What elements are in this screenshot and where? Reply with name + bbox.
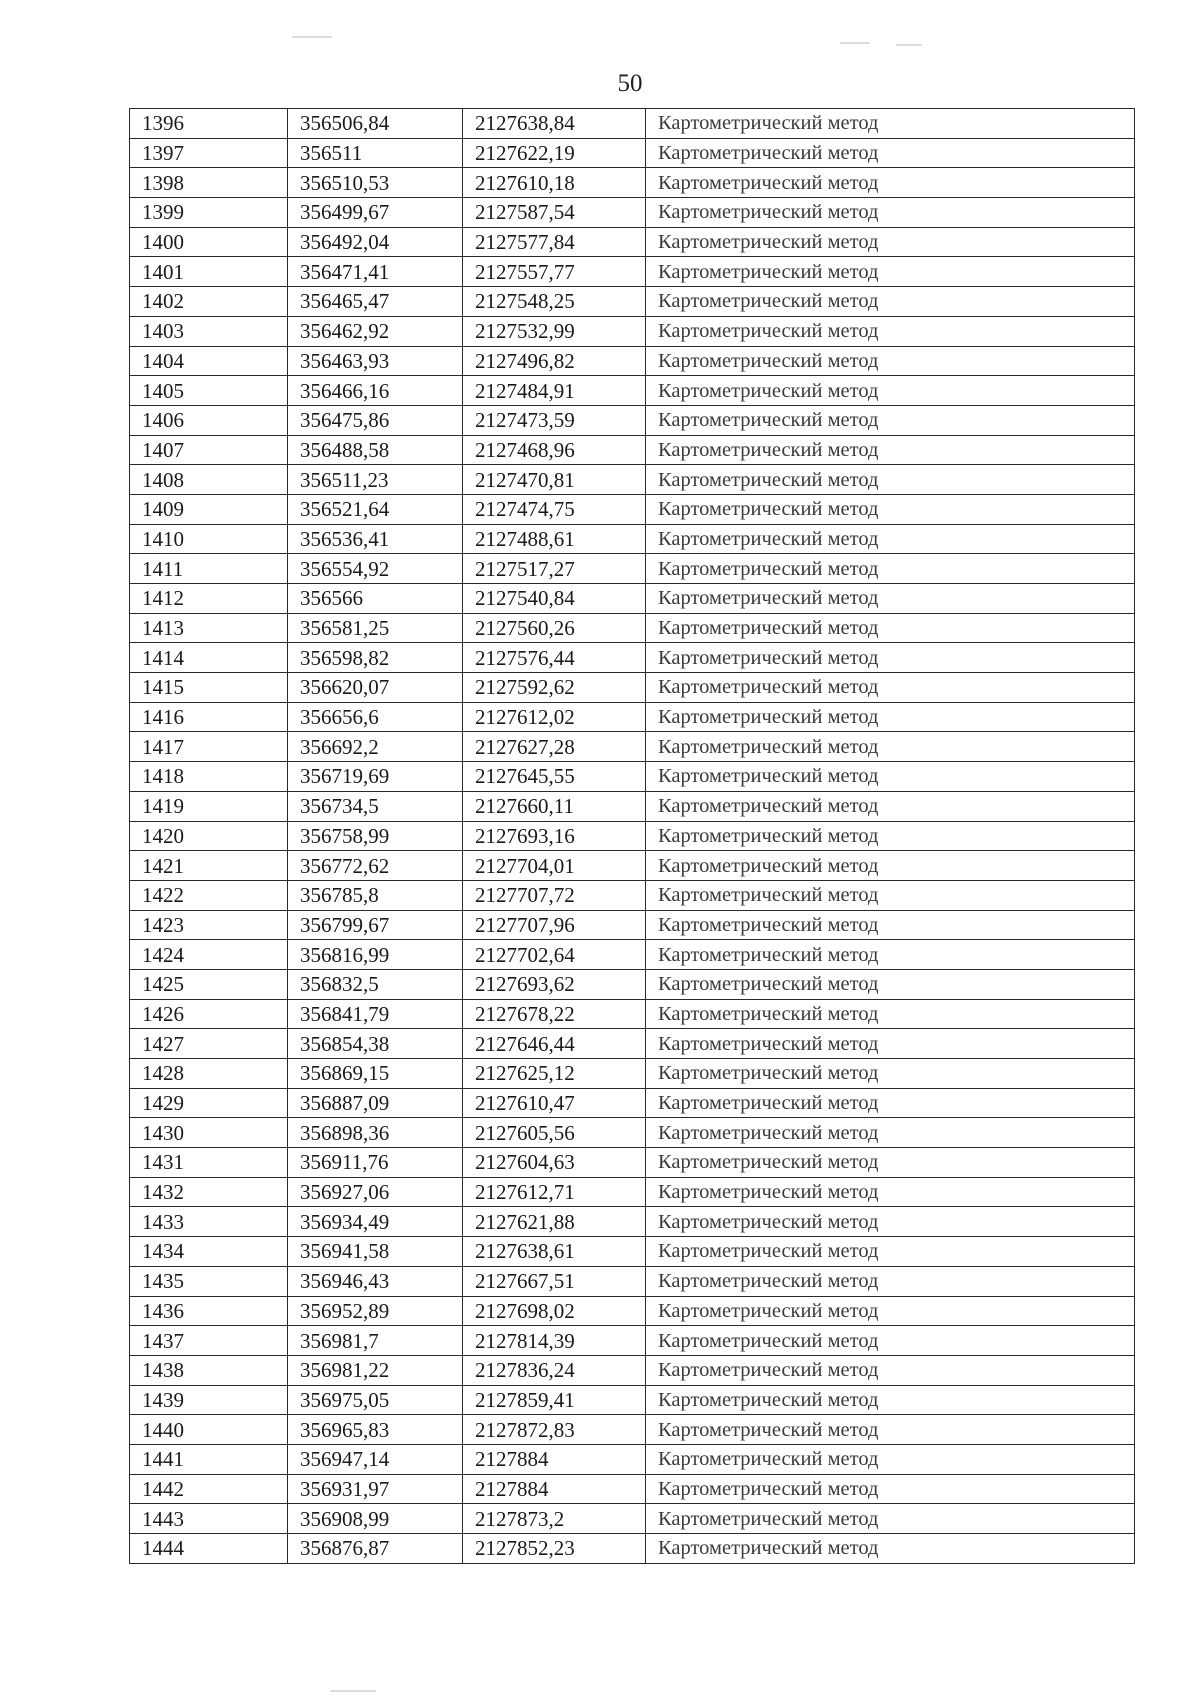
point-number-cell: 1415 xyxy=(130,673,288,703)
point-number-cell: 1407 xyxy=(130,435,288,465)
y-coordinate-cell: 2127592,62 xyxy=(463,673,646,703)
y-coordinate-cell: 2127814,39 xyxy=(463,1326,646,1356)
y-coordinate-cell: 2127557,77 xyxy=(463,257,646,287)
x-coordinate-cell: 356511,23 xyxy=(288,465,463,495)
x-coordinate-cell: 356466,16 xyxy=(288,376,463,406)
point-number-cell: 1414 xyxy=(130,643,288,673)
x-coordinate-cell: 356463,93 xyxy=(288,346,463,376)
scan-artifact xyxy=(330,1690,376,1692)
table-row xyxy=(130,346,1135,376)
y-coordinate-cell: 2127667,51 xyxy=(463,1266,646,1296)
method-cell: Картометрический метод xyxy=(646,1504,1135,1534)
method-cell: Картометрический метод xyxy=(646,435,1135,465)
x-coordinate-cell: 356772,62 xyxy=(288,851,463,881)
point-number-cell: 1427 xyxy=(130,1029,288,1059)
table-row xyxy=(130,1504,1135,1534)
y-coordinate-cell: 2127610,47 xyxy=(463,1088,646,1118)
table-row xyxy=(130,643,1135,673)
y-coordinate-cell: 2127587,54 xyxy=(463,198,646,228)
x-coordinate-cell: 356462,92 xyxy=(288,316,463,346)
x-coordinate-cell: 356758,99 xyxy=(288,821,463,851)
table-row xyxy=(130,257,1135,287)
point-number-cell: 1425 xyxy=(130,969,288,999)
y-coordinate-cell: 2127548,25 xyxy=(463,287,646,317)
coordinates-table-body xyxy=(130,109,1135,1564)
x-coordinate-cell: 356952,89 xyxy=(288,1296,463,1326)
method-cell: Картометрический метод xyxy=(646,1534,1135,1564)
y-coordinate-cell: 2127638,61 xyxy=(463,1237,646,1267)
x-coordinate-cell: 356911,76 xyxy=(288,1148,463,1178)
point-number-cell: 1443 xyxy=(130,1504,288,1534)
y-coordinate-cell: 2127693,62 xyxy=(463,969,646,999)
point-number-cell: 1436 xyxy=(130,1296,288,1326)
method-cell: Картометрический метод xyxy=(646,613,1135,643)
method-cell: Картометрический метод xyxy=(646,910,1135,940)
table-row xyxy=(130,762,1135,792)
y-coordinate-cell: 2127707,72 xyxy=(463,880,646,910)
point-number-cell: 1426 xyxy=(130,999,288,1029)
point-number-cell: 1421 xyxy=(130,851,288,881)
table-row xyxy=(130,940,1135,970)
point-number-cell: 1438 xyxy=(130,1355,288,1385)
point-number-cell: 1434 xyxy=(130,1237,288,1267)
point-number-cell: 1405 xyxy=(130,376,288,406)
y-coordinate-cell: 2127859,41 xyxy=(463,1385,646,1415)
x-coordinate-cell: 356511 xyxy=(288,138,463,168)
table-row xyxy=(130,316,1135,346)
method-cell: Картометрический метод xyxy=(646,584,1135,614)
point-number-cell: 1416 xyxy=(130,702,288,732)
method-cell: Картометрический метод xyxy=(646,316,1135,346)
y-coordinate-cell: 2127884 xyxy=(463,1444,646,1474)
point-number-cell: 1433 xyxy=(130,1207,288,1237)
method-cell: Картометрический метод xyxy=(646,346,1135,376)
point-number-cell: 1418 xyxy=(130,762,288,792)
point-number-cell: 1440 xyxy=(130,1415,288,1445)
y-coordinate-cell: 2127488,61 xyxy=(463,524,646,554)
method-cell: Картометрический метод xyxy=(646,227,1135,257)
y-coordinate-cell: 2127604,63 xyxy=(463,1148,646,1178)
scan-artifact xyxy=(840,42,870,44)
scan-artifact xyxy=(292,36,332,38)
y-coordinate-cell: 2127702,64 xyxy=(463,940,646,970)
x-coordinate-cell: 356471,41 xyxy=(288,257,463,287)
x-coordinate-cell: 356975,05 xyxy=(288,1385,463,1415)
y-coordinate-cell: 2127576,44 xyxy=(463,643,646,673)
table-row xyxy=(130,1148,1135,1178)
table-row xyxy=(130,1415,1135,1445)
x-coordinate-cell: 356598,82 xyxy=(288,643,463,673)
method-cell: Картометрический метод xyxy=(646,257,1135,287)
table-row xyxy=(130,287,1135,317)
point-number-cell: 1420 xyxy=(130,821,288,851)
x-coordinate-cell: 356946,43 xyxy=(288,1266,463,1296)
table-row xyxy=(130,1207,1135,1237)
point-number-cell: 1441 xyxy=(130,1444,288,1474)
point-number-cell: 1398 xyxy=(130,168,288,198)
x-coordinate-cell: 356488,58 xyxy=(288,435,463,465)
x-coordinate-cell: 356475,86 xyxy=(288,405,463,435)
point-number-cell: 1429 xyxy=(130,1088,288,1118)
x-coordinate-cell: 356656,6 xyxy=(288,702,463,732)
method-cell: Картометрический метод xyxy=(646,940,1135,970)
table-row xyxy=(130,673,1135,703)
table-row xyxy=(130,494,1135,524)
method-cell: Картометрический метод xyxy=(646,376,1135,406)
y-coordinate-cell: 2127532,99 xyxy=(463,316,646,346)
method-cell: Картометрический метод xyxy=(646,1474,1135,1504)
y-coordinate-cell: 2127693,16 xyxy=(463,821,646,851)
point-number-cell: 1428 xyxy=(130,1059,288,1089)
table-row xyxy=(130,376,1135,406)
point-number-cell: 1411 xyxy=(130,554,288,584)
y-coordinate-cell: 2127496,82 xyxy=(463,346,646,376)
point-number-cell: 1403 xyxy=(130,316,288,346)
table-row xyxy=(130,910,1135,940)
y-coordinate-cell: 2127470,81 xyxy=(463,465,646,495)
point-number-cell: 1437 xyxy=(130,1326,288,1356)
x-coordinate-cell: 356554,92 xyxy=(288,554,463,584)
y-coordinate-cell: 2127610,18 xyxy=(463,168,646,198)
method-cell: Картометрический метод xyxy=(646,999,1135,1029)
method-cell: Картометрический метод xyxy=(646,1237,1135,1267)
x-coordinate-cell: 356692,2 xyxy=(288,732,463,762)
point-number-cell: 1401 xyxy=(130,257,288,287)
table-row xyxy=(130,1059,1135,1089)
method-cell: Картометрический метод xyxy=(646,1177,1135,1207)
table-row xyxy=(130,880,1135,910)
x-coordinate-cell: 356854,38 xyxy=(288,1029,463,1059)
method-cell: Картометрический метод xyxy=(646,198,1135,228)
table-row xyxy=(130,584,1135,614)
y-coordinate-cell: 2127645,55 xyxy=(463,762,646,792)
table-row xyxy=(130,1326,1135,1356)
table-row xyxy=(130,1296,1135,1326)
point-number-cell: 1397 xyxy=(130,138,288,168)
method-cell: Картометрический метод xyxy=(646,1148,1135,1178)
method-cell: Картометрический метод xyxy=(646,791,1135,821)
y-coordinate-cell: 2127468,96 xyxy=(463,435,646,465)
table-row xyxy=(130,198,1135,228)
method-cell: Картометрический метод xyxy=(646,1415,1135,1445)
x-coordinate-cell: 356719,69 xyxy=(288,762,463,792)
point-number-cell: 1417 xyxy=(130,732,288,762)
point-number-cell: 1399 xyxy=(130,198,288,228)
y-coordinate-cell: 2127707,96 xyxy=(463,910,646,940)
point-number-cell: 1430 xyxy=(130,1118,288,1148)
y-coordinate-cell: 2127872,83 xyxy=(463,1415,646,1445)
method-cell: Картометрический метод xyxy=(646,465,1135,495)
y-coordinate-cell: 2127698,02 xyxy=(463,1296,646,1326)
table-row xyxy=(130,613,1135,643)
x-coordinate-cell: 356981,22 xyxy=(288,1355,463,1385)
point-number-cell: 1409 xyxy=(130,494,288,524)
x-coordinate-cell: 356927,06 xyxy=(288,1177,463,1207)
x-coordinate-cell: 356816,99 xyxy=(288,940,463,970)
x-coordinate-cell: 356492,04 xyxy=(288,227,463,257)
x-coordinate-cell: 356947,14 xyxy=(288,1444,463,1474)
point-number-cell: 1410 xyxy=(130,524,288,554)
x-coordinate-cell: 356869,15 xyxy=(288,1059,463,1089)
table-row xyxy=(130,1029,1135,1059)
x-coordinate-cell: 356620,07 xyxy=(288,673,463,703)
method-cell: Картометрический метод xyxy=(646,851,1135,881)
x-coordinate-cell: 356876,87 xyxy=(288,1534,463,1564)
table-row xyxy=(130,109,1135,139)
table-row xyxy=(130,1385,1135,1415)
method-cell: Картометрический метод xyxy=(646,554,1135,584)
x-coordinate-cell: 356841,79 xyxy=(288,999,463,1029)
table-row xyxy=(130,227,1135,257)
method-cell: Картометрический метод xyxy=(646,762,1135,792)
table-row xyxy=(130,1118,1135,1148)
y-coordinate-cell: 2127540,84 xyxy=(463,584,646,614)
y-coordinate-cell: 2127638,84 xyxy=(463,109,646,139)
x-coordinate-cell: 356934,49 xyxy=(288,1207,463,1237)
method-cell: Картометрический метод xyxy=(646,168,1135,198)
table-row xyxy=(130,465,1135,495)
table-row xyxy=(130,821,1135,851)
table-row xyxy=(130,405,1135,435)
point-number-cell: 1406 xyxy=(130,405,288,435)
method-cell: Картометрический метод xyxy=(646,494,1135,524)
point-number-cell: 1424 xyxy=(130,940,288,970)
y-coordinate-cell: 2127612,02 xyxy=(463,702,646,732)
table-row xyxy=(130,1266,1135,1296)
method-cell: Картометрический метод xyxy=(646,702,1135,732)
x-coordinate-cell: 356799,67 xyxy=(288,910,463,940)
method-cell: Картометрический метод xyxy=(646,1385,1135,1415)
x-coordinate-cell: 356832,5 xyxy=(288,969,463,999)
x-coordinate-cell: 356465,47 xyxy=(288,287,463,317)
y-coordinate-cell: 2127622,19 xyxy=(463,138,646,168)
x-coordinate-cell: 356581,25 xyxy=(288,613,463,643)
method-cell: Картометрический метод xyxy=(646,1088,1135,1118)
y-coordinate-cell: 2127473,59 xyxy=(463,405,646,435)
method-cell: Картометрический метод xyxy=(646,673,1135,703)
x-coordinate-cell: 356566 xyxy=(288,584,463,614)
method-cell: Картометрический метод xyxy=(646,1355,1135,1385)
table-row xyxy=(130,1237,1135,1267)
point-number-cell: 1419 xyxy=(130,791,288,821)
method-cell: Картометрический метод xyxy=(646,405,1135,435)
table-row xyxy=(130,732,1135,762)
y-coordinate-cell: 2127517,27 xyxy=(463,554,646,584)
point-number-cell: 1422 xyxy=(130,880,288,910)
x-coordinate-cell: 356898,36 xyxy=(288,1118,463,1148)
table-row xyxy=(130,554,1135,584)
y-coordinate-cell: 2127836,24 xyxy=(463,1355,646,1385)
y-coordinate-cell: 2127627,28 xyxy=(463,732,646,762)
x-coordinate-cell: 356499,67 xyxy=(288,198,463,228)
method-cell: Картометрический метод xyxy=(646,1207,1135,1237)
table-row xyxy=(130,138,1135,168)
y-coordinate-cell: 2127484,91 xyxy=(463,376,646,406)
table-row xyxy=(130,1355,1135,1385)
point-number-cell: 1402 xyxy=(130,287,288,317)
point-number-cell: 1439 xyxy=(130,1385,288,1415)
method-cell: Картометрический метод xyxy=(646,1029,1135,1059)
point-number-cell: 1404 xyxy=(130,346,288,376)
method-cell: Картометрический метод xyxy=(646,732,1135,762)
method-cell: Картометрический метод xyxy=(646,1059,1135,1089)
x-coordinate-cell: 356521,64 xyxy=(288,494,463,524)
y-coordinate-cell: 2127625,12 xyxy=(463,1059,646,1089)
method-cell: Картометрический метод xyxy=(646,1296,1135,1326)
method-cell: Картометрический метод xyxy=(646,287,1135,317)
y-coordinate-cell: 2127660,11 xyxy=(463,791,646,821)
point-number-cell: 1408 xyxy=(130,465,288,495)
point-number-cell: 1442 xyxy=(130,1474,288,1504)
x-coordinate-cell: 356887,09 xyxy=(288,1088,463,1118)
x-coordinate-cell: 356734,5 xyxy=(288,791,463,821)
y-coordinate-cell: 2127577,84 xyxy=(463,227,646,257)
method-cell: Картометрический метод xyxy=(646,969,1135,999)
x-coordinate-cell: 356931,97 xyxy=(288,1474,463,1504)
page-number: 50 xyxy=(617,70,643,97)
table-row xyxy=(130,851,1135,881)
method-cell: Картометрический метод xyxy=(646,643,1135,673)
method-cell: Картометрический метод xyxy=(646,109,1135,139)
point-number-cell: 1431 xyxy=(130,1148,288,1178)
point-number-cell: 1435 xyxy=(130,1266,288,1296)
point-number-cell: 1412 xyxy=(130,584,288,614)
y-coordinate-cell: 2127852,23 xyxy=(463,1534,646,1564)
x-coordinate-cell: 356506,84 xyxy=(288,109,463,139)
method-cell: Картометрический метод xyxy=(646,1118,1135,1148)
x-coordinate-cell: 356908,99 xyxy=(288,1504,463,1534)
table-row xyxy=(130,1177,1135,1207)
method-cell: Картометрический метод xyxy=(646,1266,1135,1296)
point-number-cell: 1400 xyxy=(130,227,288,257)
y-coordinate-cell: 2127646,44 xyxy=(463,1029,646,1059)
y-coordinate-cell: 2127560,26 xyxy=(463,613,646,643)
point-number-cell: 1432 xyxy=(130,1177,288,1207)
table-row xyxy=(130,969,1135,999)
method-cell: Картометрический метод xyxy=(646,138,1135,168)
point-number-cell: 1423 xyxy=(130,910,288,940)
x-coordinate-cell: 356941,58 xyxy=(288,1237,463,1267)
point-number-cell: 1396 xyxy=(130,109,288,139)
y-coordinate-cell: 2127621,88 xyxy=(463,1207,646,1237)
y-coordinate-cell: 2127678,22 xyxy=(463,999,646,1029)
table-row xyxy=(130,999,1135,1029)
y-coordinate-cell: 2127704,01 xyxy=(463,851,646,881)
method-cell: Картометрический метод xyxy=(646,1444,1135,1474)
x-coordinate-cell: 356785,8 xyxy=(288,880,463,910)
y-coordinate-cell: 2127474,75 xyxy=(463,494,646,524)
x-coordinate-cell: 356510,53 xyxy=(288,168,463,198)
method-cell: Картометрический метод xyxy=(646,524,1135,554)
y-coordinate-cell: 2127605,56 xyxy=(463,1118,646,1148)
table-row xyxy=(130,524,1135,554)
y-coordinate-cell: 2127884 xyxy=(463,1474,646,1504)
y-coordinate-cell: 2127612,71 xyxy=(463,1177,646,1207)
method-cell: Картометрический метод xyxy=(646,821,1135,851)
point-number-cell: 1444 xyxy=(130,1534,288,1564)
method-cell: Картометрический метод xyxy=(646,1326,1135,1356)
scan-artifact xyxy=(896,44,922,46)
coordinates-table xyxy=(129,108,1135,1564)
table-row xyxy=(130,168,1135,198)
table-row xyxy=(130,1088,1135,1118)
x-coordinate-cell: 356981,7 xyxy=(288,1326,463,1356)
table-row xyxy=(130,1534,1135,1564)
table-row xyxy=(130,1444,1135,1474)
table-row xyxy=(130,791,1135,821)
table-row xyxy=(130,1474,1135,1504)
x-coordinate-cell: 356536,41 xyxy=(288,524,463,554)
x-coordinate-cell: 356965,83 xyxy=(288,1415,463,1445)
method-cell: Картометрический метод xyxy=(646,880,1135,910)
table-row xyxy=(130,702,1135,732)
table-row xyxy=(130,435,1135,465)
y-coordinate-cell: 2127873,2 xyxy=(463,1504,646,1534)
point-number-cell: 1413 xyxy=(130,613,288,643)
